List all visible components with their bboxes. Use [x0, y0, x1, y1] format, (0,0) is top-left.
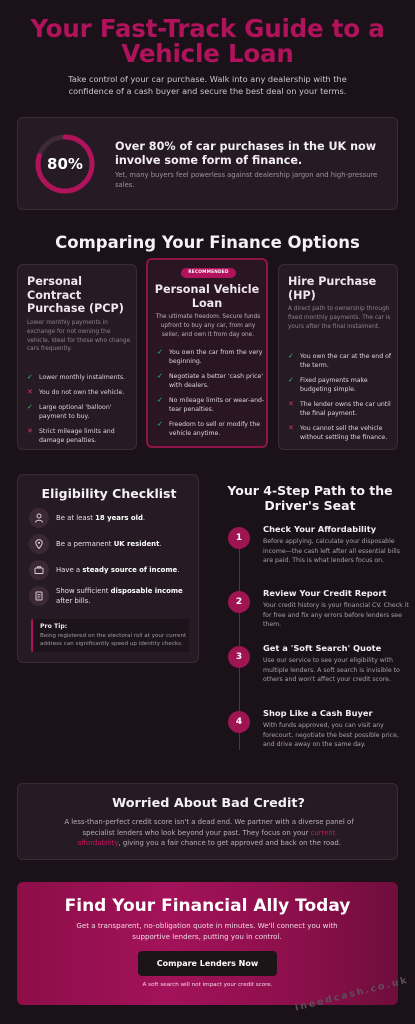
page-title — [0, 16, 415, 66]
watermark: ineedcash.co.uk — [294, 974, 410, 1014]
feature-text: Fixed payments make budgeting simple. — [300, 377, 368, 393]
location-pin-icon — [29, 534, 49, 554]
pro-tip-title: Pro Tip: — [40, 623, 68, 630]
feature-text: Lower monthly instalments. — [39, 374, 126, 381]
option-card-personal-loan — [146, 258, 268, 448]
eligibility-item — [29, 560, 186, 580]
eligibility-title: Eligibility Checklist — [41, 486, 177, 501]
check-icon: ✓ — [27, 373, 33, 381]
eligibility-card — [17, 474, 199, 663]
option-description: Lower monthly payments in exchange for not owning the vehicle. Ideal for those who change cars frequently. — [27, 320, 131, 353]
option-title: Hire Purchase (HP) — [288, 275, 377, 302]
stat-headline: Over 80% of car purchases in the UK now involve some form of finance. — [115, 140, 377, 167]
feature-text: You own the car at the end of the term. — [300, 353, 392, 369]
feature-text: You own the car from the very beginning. — [169, 349, 263, 365]
steps-title: Your 4-Step Path to the Driver's Seat — [227, 483, 393, 513]
hero-subtitle: Take control of your car purchase. Walk into any dealership with the confidence of a cash buyer and secure the best deal on your terms. — [68, 74, 347, 96]
feature-text: No mileage limits or wear-and-tear penalties. — [169, 397, 265, 413]
option-title: Personal Vehicle Loan — [154, 283, 260, 310]
feature-item — [157, 372, 267, 390]
cta-body: Get a transparent, no-obligation quote in minutes. We'll connect you with supportive lenders, putting you in control. — [76, 921, 338, 941]
feature-list — [288, 352, 398, 448]
eligibility-item — [29, 586, 186, 606]
step-body: With funds approved, you can visit any forecourt, negotiate the best possible price, and drive away on the same day. — [263, 722, 399, 749]
feature-item — [157, 420, 267, 438]
pro-tip — [31, 619, 189, 652]
cross-icon: ✕ — [288, 424, 294, 432]
feature-list — [27, 373, 137, 451]
step-title: Review Your Credit Report — [263, 588, 387, 598]
feature-text: You do not own the vehicle. — [39, 389, 125, 396]
feature-item — [27, 427, 137, 445]
step-body: Your credit history is your financial CV. Check it for free and fix any errors before lenders see them. — [263, 602, 409, 629]
bad-credit-body: A less-than-perfect credit score isn't a dead end. We partner with a diverse panel of specialist lenders who look beyond your past. They focus on your current affordability, giving you a fair chance to get approved and back on the road. — [64, 818, 354, 847]
cta-title: Find Your Financial Ally Today — [64, 896, 351, 916]
stat-body: Yet, many buyers feel powerless against dealership jargon and high-pressure sales. — [115, 171, 378, 189]
eligibility-text: Show sufficient disposable income after bills. — [56, 587, 183, 605]
step-number: 3 — [228, 646, 250, 668]
bad-credit-card — [17, 783, 398, 860]
option-card-pcp — [17, 264, 137, 450]
check-icon: ✓ — [157, 420, 163, 428]
title-line-1: Your Fast-Track Guide to a — [30, 14, 385, 43]
cta-banner — [17, 882, 398, 1005]
feature-text: Strict mileage limits and damage penalties. — [39, 428, 115, 444]
eligibility-text: Be a permanent UK resident. — [56, 540, 162, 548]
feature-text: The lender owns the car until the final payment. — [300, 401, 391, 417]
check-icon: ✓ — [157, 372, 163, 380]
option-title: Personal Contract Purchase (PCP) — [27, 275, 124, 315]
compare-lenders-button[interactable]: Compare Lenders Now — [138, 951, 277, 976]
option-description: The ultimate freedom. Secure funds upfront to buy any car, from any seller, and own it from day one. — [155, 314, 261, 338]
stat-percent: 80% — [47, 155, 83, 173]
feature-text: Large optional 'balloon' payment to buy. — [39, 404, 112, 420]
feature-item — [27, 373, 137, 382]
step-body: Use our service to see your eligibility with multiple lenders. A soft search is invisible to others and won't affect your credit score. — [263, 657, 400, 684]
eligibility-text: Have a steady source of income. — [56, 566, 180, 574]
step-number: 2 — [228, 591, 250, 613]
feature-item — [157, 396, 267, 414]
check-icon: ✓ — [157, 348, 163, 356]
compare-title: Comparing Your Finance Options — [55, 233, 360, 252]
eligibility-text: Be at least 18 years old. — [56, 514, 146, 522]
feature-item — [157, 348, 267, 366]
eligibility-item — [29, 508, 186, 528]
check-icon: ✓ — [157, 396, 163, 404]
user-icon — [29, 508, 49, 528]
feature-item — [288, 424, 398, 442]
step-number: 1 — [228, 527, 250, 549]
step-title: Get a 'Soft Search' Quote — [263, 643, 382, 653]
briefcase-icon — [29, 560, 49, 580]
pro-tip-body: Being registered on the electoral roll at your current address can significantly speed up identity checks. — [40, 633, 187, 647]
document-icon — [29, 586, 49, 606]
check-icon: ✓ — [288, 352, 294, 360]
feature-item — [288, 376, 398, 394]
eligibility-item — [29, 534, 186, 554]
cross-icon: ✕ — [288, 400, 294, 408]
feature-text: You cannot sell the vehicle without settling the finance. — [300, 425, 388, 441]
recommended-badge: RECOMMENDED — [181, 268, 236, 278]
cta-note: A soft search will not impact your credit score. — [142, 982, 273, 988]
feature-item — [288, 400, 398, 418]
step-number: 4 — [228, 711, 250, 733]
step-body: Before applying, calculate your disposable income—the cash left after all essential bills are paid. This is what lenders focus on. — [263, 538, 400, 565]
option-card-hp — [278, 264, 398, 450]
feature-item — [27, 403, 137, 421]
step-title: Shop Like a Cash Buyer — [263, 708, 373, 718]
feature-item — [288, 352, 398, 370]
feature-text: Negotiate a better 'cash price' with dealers. — [169, 373, 264, 389]
highlight-text: current affordability — [77, 828, 336, 847]
feature-item — [27, 388, 137, 397]
bad-credit-title: Worried About Bad Credit? — [112, 796, 305, 811]
title-line-2: Vehicle Loan — [121, 39, 294, 68]
step-title: Check Your Affordability — [263, 524, 377, 534]
feature-text: Freedom to sell or modify the vehicle anytime. — [169, 421, 261, 437]
check-icon: ✓ — [27, 403, 33, 411]
cross-icon: ✕ — [27, 388, 33, 396]
check-icon: ✓ — [288, 376, 294, 384]
hero — [0, 16, 415, 97]
stat-card — [17, 117, 398, 210]
feature-list — [157, 348, 267, 444]
option-description: A direct path to ownership through fixed monthly payments. The car is yours after the final instalment. — [288, 306, 391, 330]
cross-icon: ✕ — [27, 427, 33, 435]
